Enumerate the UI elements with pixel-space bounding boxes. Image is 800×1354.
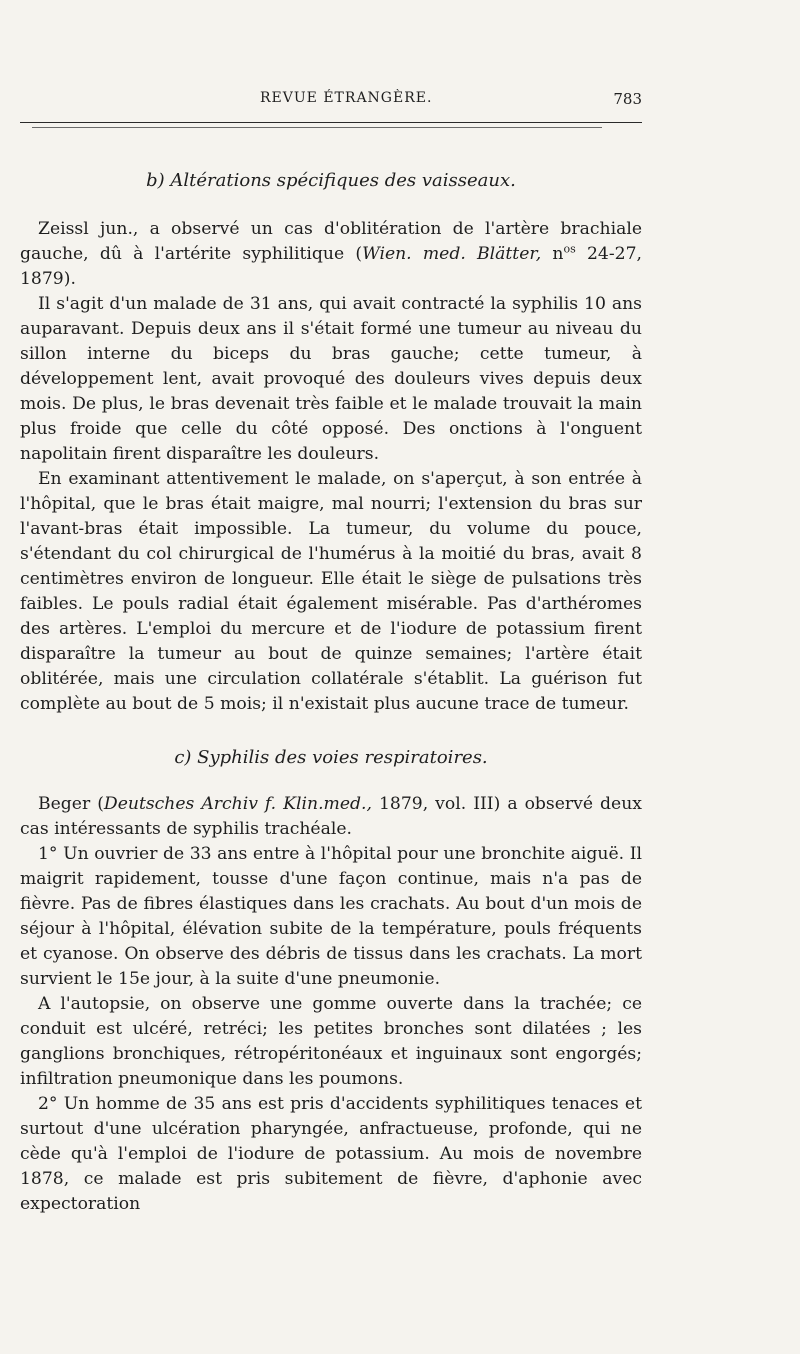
citation-wien-med: Wien. med. Blätter, [362, 244, 542, 264]
page [20, 0, 642, 1354]
paragraph-zeissl-text: Zeissl jun., a observé un cas d'oblitération de l'artère brachiale gauche, dû à l'artérite syphilitique ( [20, 219, 642, 264]
paragraph-zeissl [20, 217, 642, 292]
running-title: REVUE ÉTRANGÈRE. [260, 90, 433, 106]
paragraph-zeissl-numero: n [541, 244, 564, 264]
header-rule-thin [32, 127, 602, 128]
paragraph-beger-text: Beger ( [38, 794, 104, 814]
citation-deutsches-archiv: Deutsches Archiv f. Klin.med., [103, 794, 372, 814]
page-number: 783 [613, 90, 642, 108]
paragraph-case-1: 1° Un ouvrier de 33 ans entre à l'hôpital pour une bronchite aiguë. Il maigrit rapidement, tousse d'une façon continue, mais n'a pas de fièvre. Pas de fibres élastiques dans les crachats. Au bout d'un mois de séjour à l'hôpital, élévation subite de la température, pouls fréquents et cyanose. On observe des débris de tissus dans les crachats. La mort survient le 15e jour, à la suite d'une pneumonie. [20, 844, 642, 989]
section-heading-b: b) Altérations spécifiques des vaisseaux. [146, 170, 516, 191]
paragraph-beger [20, 792, 642, 842]
paragraph-examen: En examinant attentivement le malade, on s'aperçut, à son entrée à l'hôpital, que le bras était maigre, mal nourri; l'extension du bras sur l'avant-bras était impossible. La tumeur, du volume du pouce, s'étendant du col chirurgical de l'humérus à la moitié du bras, avait 8 centimètres environ de longueur. Elle était le siège de pulsations très faibles. Le pouls radial était également misérable. Pas d'arthéromes des artères. L'emploi du mercure et de l'iodure de potassium firent disparaître la tumeur au bout de quinze semaines; l'artère était oblitérée, mais une circulation collatérale s'établit. La guérison fut complète au bout de 5 mois; il n'existait plus aucune trace de tumeur. [20, 469, 642, 714]
paragraph-beger-end: 1879, vol. III) a observé deux cas intéressants de syphilis trachéale. [20, 794, 642, 839]
paragraph-autopsie: A l'autopsie, on observe une gomme ouverte dans la trachée; ce conduit est ulcéré, retréci; les petites bronches sont dilatées ; les ganglions bronchiques, rétropéritonéaux et inguinaux sont engorgés; infiltration pneumonique dans les poumons. [20, 994, 642, 1089]
section-heading-c: c) Syphilis des voies respiratoires. [174, 747, 488, 768]
paragraph-case-2: 2° Un homme de 35 ans est pris d'accidents syphilitiques tenaces et surtout d'une ulcération pharyngée, anfractueuse, profonde, qui ne cède qu'à l'emploi de l'iodure de potassium. Au mois de novembre 1878, ce malade est pris subitement de fièvre, d'aphonie avec expectoration [20, 1094, 642, 1214]
running-head [20, 90, 642, 112]
superscript-os: os [563, 242, 576, 256]
paragraph-malade: Il s'agit d'un malade de 31 ans, qui avait contracté la syphilis 10 ans auparavant. Depuis deux ans il s'était formé une tumeur au niveau du sillon interne du biceps du bras gauche; cette tumeur, à développement lent, avait provoqué des douleurs vives depuis deux mois. De plus, le bras devenait très faible et le malade trouvait la main plus froide que celle du côté opposé. Des onctions à l'onguent napolitain firent disparaître les douleurs. [20, 294, 642, 464]
paragraph-zeissl-end: 24-27, 1879). [20, 244, 642, 289]
header-rule [20, 122, 642, 123]
body-text [20, 168, 642, 1217]
